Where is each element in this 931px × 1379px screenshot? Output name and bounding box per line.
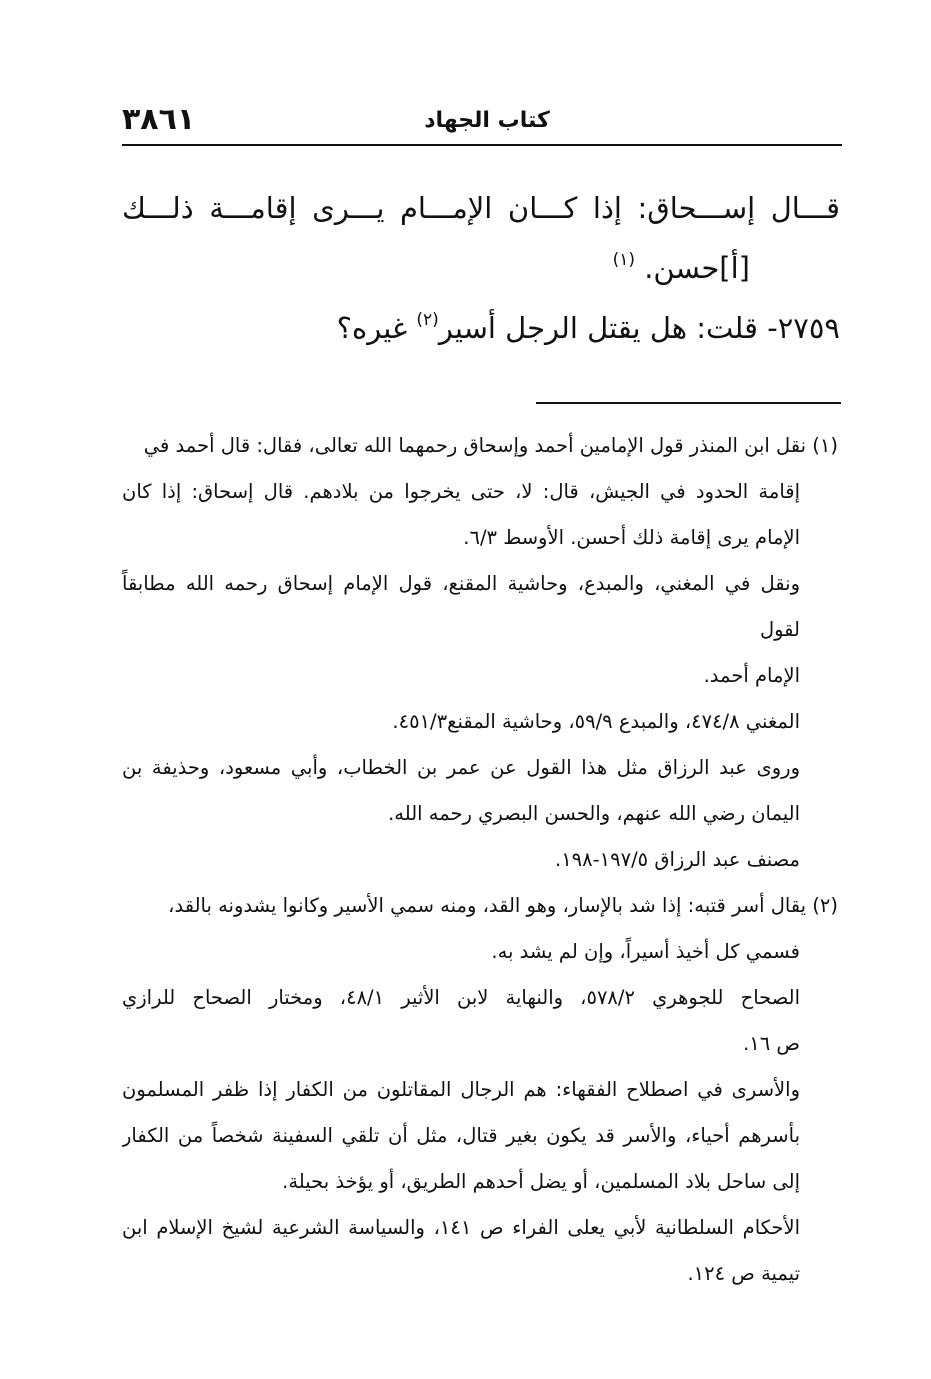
page-header <box>122 100 842 142</box>
footnote-1-line-7: وروى عبد الرزاق مثل هذا القول عن عمر بن الخطاب، وأبي مسعود، وحذيفة بن <box>122 756 800 779</box>
question-end: غيره؟ <box>336 311 408 345</box>
footnote-1-line-2: إقامة الحدود في الجيش، قال: لا، حتى يخرجوا من بلادهم. قال إسحاق: إذا كان <box>122 480 800 503</box>
footnote-2-line-1 <box>122 883 838 929</box>
footnote-ref-1: (١) <box>612 250 635 270</box>
footnote-2-line-4: ص ١٦. <box>743 1032 800 1055</box>
main-line-3 <box>122 298 840 358</box>
footnote-1-line-8: اليمان رضي الله عنهم، والحسن البصري رحمه الله. <box>388 802 800 825</box>
footnote-2-line-7: إلى ساحل بلاد المسلمين، أو يضل أحدهم الطريق، أو يؤخذ بحيلة. <box>282 1170 800 1193</box>
running-title: كتاب الجهاد <box>424 108 550 133</box>
main-line-1: قـــال إســـحاق: إذا كـــان الإمـــام يـــرى إقامـــة ذلـــك <box>122 191 840 225</box>
question-text: ٢٧٥٩- قلت: هل يقتل الرجل أسير <box>438 311 840 345</box>
footnote-1-line-4: ونقل في المغني، والمبدع، وحاشية المقنع، قول الإمام إسحاق رحمه الله مطابقاً لقول <box>122 572 800 641</box>
footnote-1-marker: (١) <box>812 434 838 457</box>
footnote-1-line-1 <box>122 423 838 469</box>
footnote-1-line-5: الإمام أحمد. <box>703 664 800 687</box>
footnote-1-line-6: المغني ٤٧٤/٨، والمبدع ٥٩/٩، وحاشية المقنع٤٥١/٣. <box>392 710 800 733</box>
footnote-2-line-5: والأسرى في اصطلاح الفقهاء: هم الرجال المقاتلون من الكفار إذا ظفر المسلمون <box>122 1078 800 1101</box>
footnote-2-line-9: تيمية ص ١٢٤. <box>687 1262 800 1285</box>
footnote-ref-2: (٢) <box>416 310 439 330</box>
footnote-2-line-8: الأحكام السلطانية لأبي يعلى الفراء ص ١٤١، والسياسة الشرعية لشيخ الإسلام ابن <box>122 1216 800 1239</box>
footnote-1-line-9: مصنف عبد الرزاق ١٩٧/٥-١٩٨. <box>555 848 800 871</box>
main-text <box>122 178 840 358</box>
footnote-2-marker: (٢) <box>812 894 838 917</box>
footnote-1-line-3: الإمام يرى إقامة ذلك أحسن. الأوسط ٦/٣. <box>463 526 800 549</box>
footnote-2-line-2: فسمي كل أخيذ أسيراً، وإن لم يشد به. <box>491 940 800 963</box>
main-line-2-text: [أ]حسن. <box>644 251 750 285</box>
footnote-2-line-6: بأسرهم أحياء، والأسر قد يكون بغير قتال، مثل أن تلقي السفينة شخصاً من الكفار <box>122 1124 800 1147</box>
main-line-2 <box>122 238 840 298</box>
footnote-separator <box>536 402 841 404</box>
footnotes <box>122 423 838 1297</box>
page-number: ٣٨٦١ <box>122 102 196 137</box>
header-rule <box>122 144 842 146</box>
footnote-1-text: نقل ابن المنذر قول الإمامين أحمد وإسحاق رحمهما الله تعالى، فقال: قال أحمد في <box>143 434 807 457</box>
footnote-2-text: يقال أسر قتبه: إذا شد بالإسار، وهو القد، ومنه سمي الأسير وكانوا يشدونه بالقد، <box>168 894 807 917</box>
footnote-2-line-3: الصحاح للجوهري ٥٧٨/٢، والنهاية لابن الأثير ٤٨/١، ومختار الصحاح للرازي <box>122 986 800 1009</box>
